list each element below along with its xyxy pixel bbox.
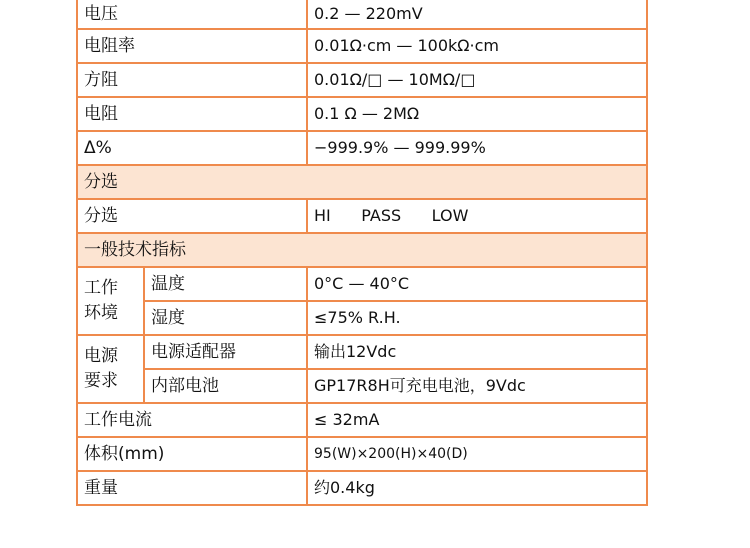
sorting-section-title: 分选 xyxy=(77,165,647,199)
weight-value: 约0.4kg xyxy=(307,471,647,505)
table-row xyxy=(77,267,647,301)
power-group-line1: 电源 xyxy=(84,346,118,366)
temperature-label: 温度 xyxy=(144,267,307,301)
sheet-resistance-value: 0.01Ω/□ — 10MΩ/□ xyxy=(307,63,647,97)
power-group-line2: 要求 xyxy=(84,371,118,391)
table-row xyxy=(77,301,647,335)
environment-group-line2: 环境 xyxy=(84,303,118,323)
table-row xyxy=(77,369,647,403)
delta-percent-value: −999.9% — 999.99% xyxy=(307,131,647,165)
table-row xyxy=(77,63,647,97)
resistance-label: 电阻 xyxy=(77,97,307,131)
general-section-title: 一般技术指标 xyxy=(77,233,647,267)
sheet-resistance-label: 方阻 xyxy=(77,63,307,97)
environment-group-label xyxy=(77,267,144,335)
spec-table xyxy=(76,0,648,506)
voltage-value: 0.2 — 220mV xyxy=(307,0,647,29)
section-row xyxy=(77,233,647,267)
battery-value: GP17R8H可充电电池，9Vdc xyxy=(307,369,647,403)
power-group-label xyxy=(77,335,144,403)
battery-label: 内部电池 xyxy=(144,369,307,403)
resistivity-value: 0.01Ω·cm — 100kΩ·cm xyxy=(307,29,647,63)
table-row xyxy=(77,403,647,437)
table-row xyxy=(77,29,647,63)
adapter-value: 输出12Vdc xyxy=(307,335,647,369)
table-row xyxy=(77,335,647,369)
weight-label: 重量 xyxy=(77,471,307,505)
section-row xyxy=(77,165,647,199)
volume-value: 95(W)×200(H)×40(D) xyxy=(307,437,647,471)
humidity-label: 湿度 xyxy=(144,301,307,335)
working-current-value: ≤ 32mA xyxy=(307,403,647,437)
humidity-value: ≤75% R.H. xyxy=(307,301,647,335)
table-row xyxy=(77,199,647,233)
temperature-value: 0°C — 40°C xyxy=(307,267,647,301)
delta-percent-label: Δ% xyxy=(77,131,307,165)
environment-group-line1: 工作 xyxy=(84,278,118,298)
table-row xyxy=(77,131,647,165)
table-row xyxy=(77,437,647,471)
sorting-label: 分选 xyxy=(77,199,307,233)
adapter-label: 电源适配器 xyxy=(144,335,307,369)
table-row xyxy=(77,97,647,131)
volume-label: 体积(mm) xyxy=(77,437,307,471)
table-row xyxy=(77,471,647,505)
resistivity-label: 电阻率 xyxy=(77,29,307,63)
sorting-value: HI PASS LOW xyxy=(307,199,647,233)
working-current-label: 工作电流 xyxy=(77,403,307,437)
table-row xyxy=(77,0,647,29)
resistance-value: 0.1 Ω — 2MΩ xyxy=(307,97,647,131)
voltage-label: 电压 xyxy=(77,0,307,29)
